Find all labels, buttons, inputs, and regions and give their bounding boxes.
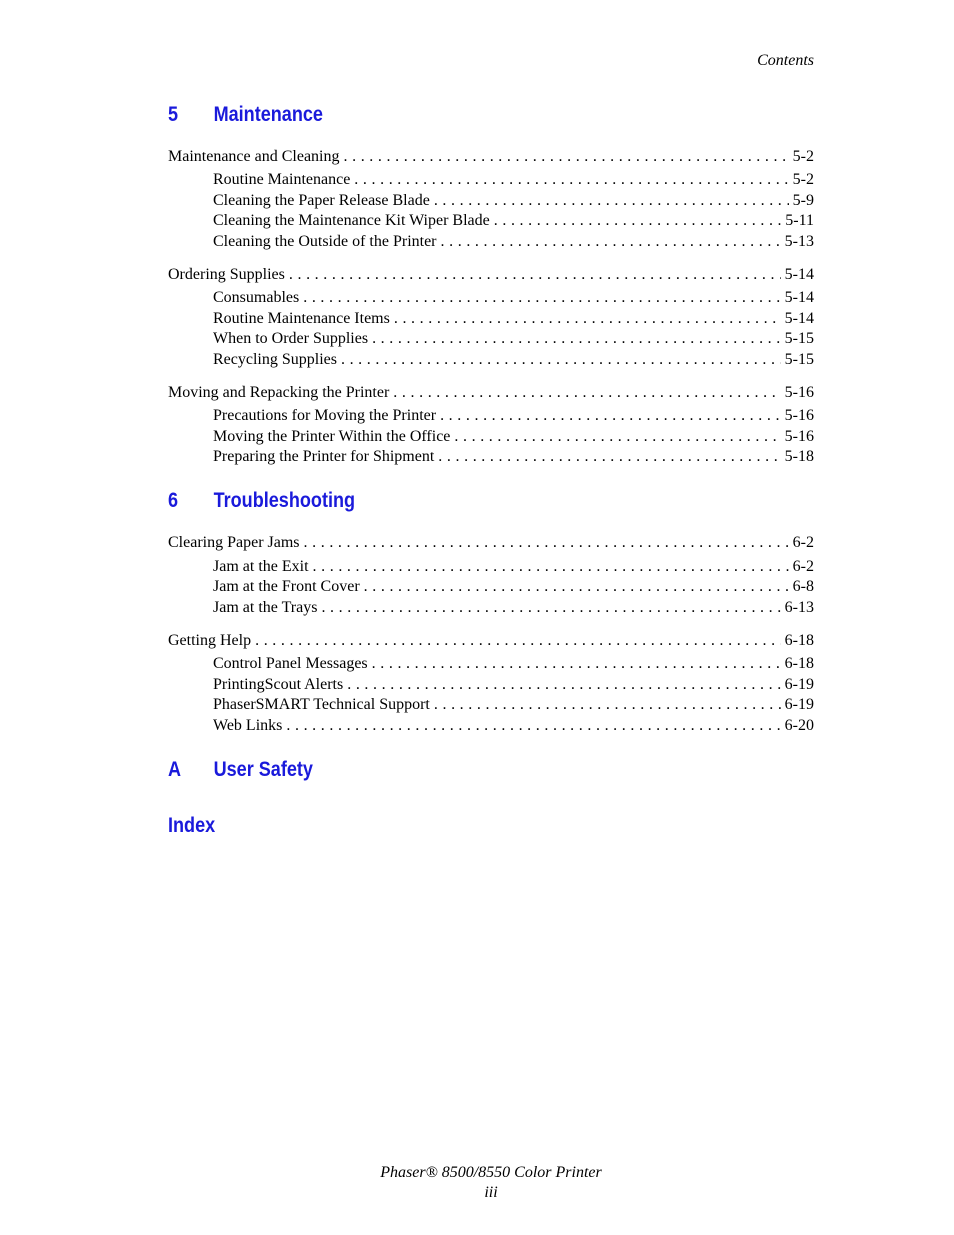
toc-entry-page: 6-18 [784,632,814,650]
toc-leader-dots [289,265,781,285]
toc-subentry[interactable] [168,350,814,370]
toc-leader-dots [438,447,780,467]
toc-entry-title: Ordering Supplies [168,265,285,283]
toc-section [168,631,814,736]
toc-entry-page: 6-2 [792,557,814,575]
toc-entry-title: Jam at the Front Cover [213,578,360,596]
toc-entry-title: Routine Maintenance [213,171,351,189]
toc-leader-dots [372,654,781,674]
toc-subentry[interactable] [168,211,814,231]
toc-entry-title: When to Order Supplies [213,330,369,348]
toc-entry-page: 5-13 [784,232,814,250]
toc-leader-dots [321,598,780,618]
toc-entry-title: Jam at the Trays [213,598,318,616]
toc-leader-dots [255,631,781,651]
toc-entry-title: Moving and Repacking the Printer [168,383,390,401]
toc-entry[interactable] [168,631,814,651]
toc-subentry[interactable] [168,329,814,349]
toc-subentry[interactable] [168,675,814,695]
toc-entry-title: PrintingScout Alerts [213,675,344,693]
toc-leader-dots [341,350,781,370]
chapter-maintenance [168,103,814,467]
toc-entry-page: 5-11 [785,212,814,230]
toc-subentry[interactable] [168,232,814,252]
toc-subentry[interactable] [168,191,814,211]
toc-entry[interactable] [168,265,814,285]
chapter-number: 5 [168,103,179,126]
chapter-number: 6 [168,489,179,513]
toc-entry-title: Precautions for Moving the Printer [213,407,437,425]
toc-entry-title: Jam at the Exit [213,557,309,575]
chapter-troubleshooting [168,489,814,736]
toc-entry-title: Control Panel Messages [213,655,368,673]
toc-leader-dots [372,329,781,349]
toc-entry-page: 5-14 [784,265,814,283]
toc-entry-title: Getting Help [168,632,252,650]
toc-section [168,533,814,618]
chapter-index [168,814,814,844]
footer-product-name: Phaser® 8500/8550 Color Printer [380,1164,602,1181]
chapter-heading[interactable] [168,489,724,519]
toc-entry-title: Routine Maintenance Items [213,309,390,327]
toc-entry-title: Preparing the Printer for Shipment [213,448,435,466]
toc-entry-page: 5-15 [784,350,814,368]
chapter-title: Index [168,813,216,837]
toc-leader-dots [434,695,781,715]
toc-leader-dots [441,232,781,252]
toc-leader-dots [313,557,789,577]
toc-leader-dots [494,211,782,231]
toc-leader-dots [434,191,789,211]
toc-entry-title: Maintenance and Cleaning [168,148,340,165]
toc-entry-page: 6-18 [784,655,814,673]
chapter-user-safety [168,758,814,788]
toc-entry-page: 6-20 [784,716,814,734]
toc-leader-dots [286,716,780,736]
toc-entry-title: Cleaning the Outside of the Printer [213,232,437,250]
toc-leader-dots [364,577,789,597]
toc-entry-title: Cleaning the Maintenance Kit Wiper Blade [213,212,490,230]
toc-entry-page: 6-13 [784,598,814,616]
toc-entry-title: Consumables [213,289,300,307]
chapter-title: Troubleshooting [213,489,356,513]
toc-entry-page: 5-14 [784,289,814,307]
toc-leader-dots [344,147,789,167]
chapter-number: A [168,757,182,781]
toc-entry-title: Clearing Paper Jams [168,534,300,552]
toc-entry-title: Web Links [213,716,283,734]
toc-entry-page: 5-9 [792,191,814,209]
toc-entry-page: 5-2 [792,148,814,165]
toc-leader-dots [394,309,781,329]
chapter-heading[interactable] [168,103,724,133]
toc-entry-page: 6-8 [792,578,814,596]
chapter-heading[interactable] [168,814,724,844]
toc-subentry[interactable] [168,170,814,190]
toc-section [168,265,814,370]
toc-entry-page: 6-19 [784,675,814,693]
toc-leader-dots [303,288,780,308]
toc-subentry[interactable] [168,654,814,674]
toc-entry-title: Cleaning the Paper Release Blade [213,191,430,209]
toc-entry-page: 5-2 [792,171,814,189]
toc-leader-dots [304,533,789,553]
toc-subentry[interactable] [168,309,814,329]
toc-entry-page: 5-15 [784,330,814,348]
toc-leader-dots [454,427,780,447]
toc-subentry[interactable] [168,716,814,736]
toc-subentry[interactable] [168,598,814,618]
toc-entry-title: Recycling Supplies [213,350,337,368]
table-of-contents [168,103,814,870]
toc-section [168,383,814,468]
running-header: Contents [757,52,814,69]
toc-subentry[interactable] [168,447,814,467]
toc-subentry[interactable] [168,557,814,577]
toc-entry-title: Moving the Printer Within the Office [213,427,451,445]
toc-leader-dots [347,675,780,695]
toc-section [168,147,814,252]
toc-entry[interactable] [168,533,814,553]
toc-entry[interactable] [168,147,814,167]
chapter-title: Maintenance [213,103,323,126]
page-footer [0,1163,954,1203]
chapter-heading[interactable] [168,758,724,788]
toc-entry-page: 6-19 [784,696,814,714]
footer-page-number: iii [484,1184,498,1201]
toc-leader-dots [440,406,781,426]
chapter-title: User Safety [213,757,313,781]
toc-entry-page: 5-16 [784,383,814,401]
toc-entry-page: 5-16 [784,427,814,445]
toc-leader-dots [354,170,788,190]
toc-entry-page: 5-18 [784,448,814,466]
toc-entry-page: 5-14 [784,309,814,327]
toc-subentry[interactable] [168,577,814,597]
toc-leader-dots [393,383,780,403]
toc-subentry[interactable] [168,406,814,426]
toc-entry-page: 5-16 [784,407,814,425]
toc-subentry[interactable] [168,427,814,447]
toc-entry-title: PhaserSMART Technical Support [213,696,430,714]
toc-entry-page: 6-2 [792,534,814,552]
toc-subentry[interactable] [168,695,814,715]
toc-subentry[interactable] [168,288,814,308]
toc-entry[interactable] [168,383,814,403]
